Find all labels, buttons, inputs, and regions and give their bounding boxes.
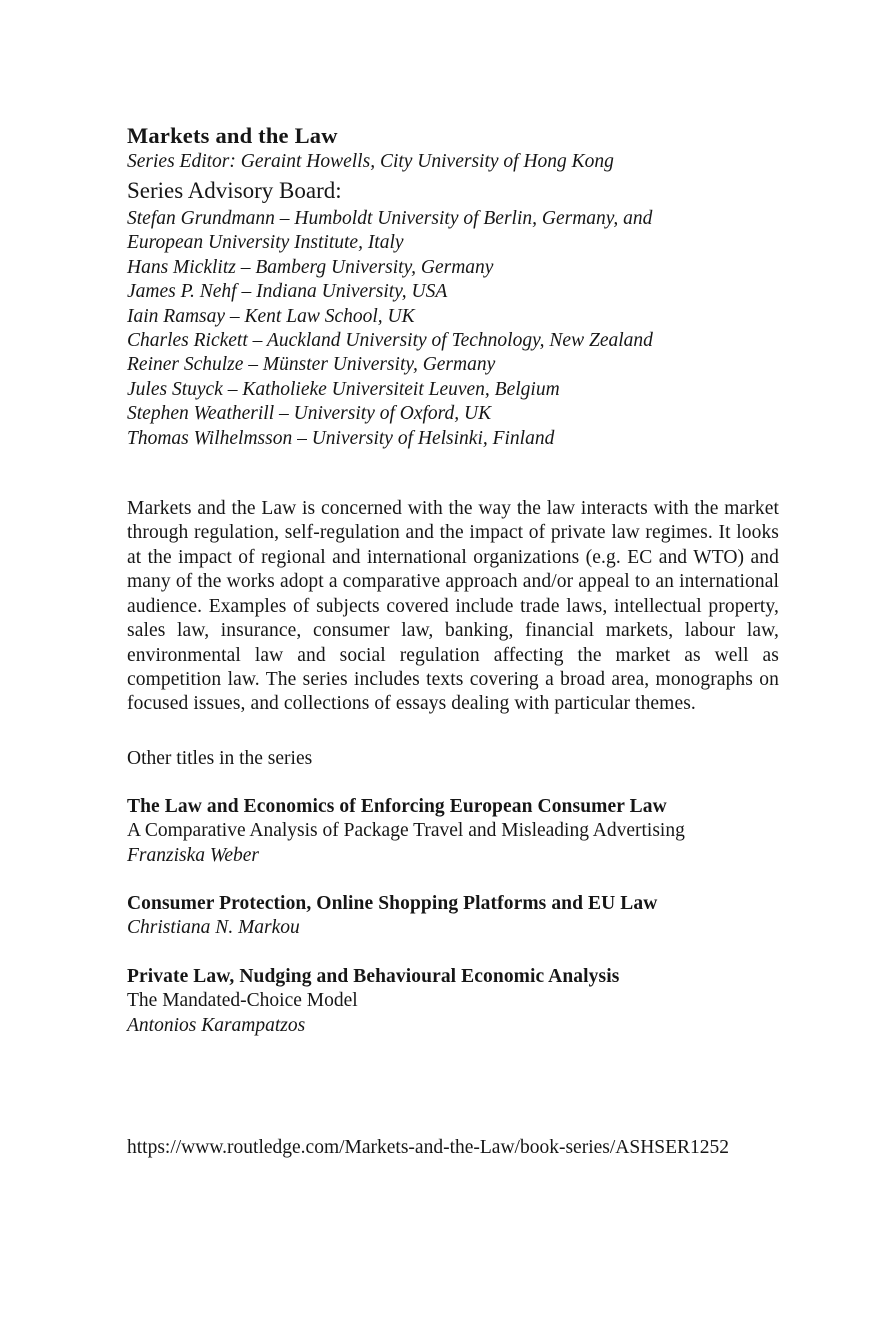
advisory-board-heading: Series Advisory Board:	[127, 178, 342, 203]
advisory-member-line: Thomas Wilhelmsson – University of Helsinki, Finland	[127, 427, 555, 449]
advisory-member-line: Stefan Grundmann – Humboldt University of Berlin, Germany, and	[127, 208, 653, 229]
series-url-link[interactable]: https://www.routledge.com/Markets-and-the-Law/book-series/ASHSER1252	[127, 1136, 730, 1158]
advisory-member-line: Hans Micklitz – Bamberg University, Germany	[127, 256, 494, 278]
advisory-member-line: Iain Ramsay – Kent Law School, UK	[127, 305, 415, 327]
book-subtitle: A Comparative Analysis of Package Travel and Misleading Advertising	[127, 820, 685, 842]
book-entry	[127, 795, 779, 868]
series-header	[127, 122, 779, 174]
advisory-member-line: European University Institute, Italy	[127, 232, 404, 254]
advisory-member-line: James P. Nehf – Indiana University, USA	[127, 281, 448, 303]
book-entry	[127, 892, 779, 941]
series-title: Markets and the Law	[127, 123, 338, 148]
book-subtitle: The Mandated-Choice Model	[127, 990, 358, 1012]
series-editor-line: Series Editor: Geraint Howells, City University of Hong Kong	[127, 151, 614, 172]
advisory-member-line: Reiner Schulze – Münster University, Germany	[127, 354, 496, 376]
advisory-board-list	[127, 207, 779, 451]
book-title: Private Law, Nudging and Behavioural Economic Analysis	[127, 965, 620, 987]
advisory-member-line: Stephen Weatherill – University of Oxford, UK	[127, 403, 492, 425]
advisory-member-line: Jules Stuyck – Katholieke Universiteit Leuven, Belgium	[127, 378, 560, 400]
advisory-member-line: Charles Rickett – Auckland University of Technology, New Zealand	[127, 330, 653, 352]
text-block	[127, 0, 779, 1160]
book-entry	[127, 965, 779, 1038]
book-author: Franziska Weber	[127, 844, 259, 866]
book-author: Antonios Karampatzos	[127, 1014, 306, 1036]
other-titles-label: Other titles in the series	[127, 747, 313, 769]
series-description: Markets and the Law is concerned with the way the law interacts with the market through regulation, self-regulation and the impact of private law regimes. It looks at the impact of regional and international organizations (e.g. EC and WTO) and many of the works adopt a comparative approach and/or appeal to an international audience. Examples of subjects covered include trade laws, intellectual property, sales law, insurance, consumer law, banking, financial markets, labour law, environmental law and social regulation affecting the market as well as competition law. The series includes texts covering a broad area, monographs on focused issues, and collections of essays dealing with particular themes.	[127, 498, 779, 715]
book-title: The Law and Economics of Enforcing European Consumer Law	[127, 795, 667, 817]
advisory-board-section	[127, 177, 779, 451]
book-title: Consumer Protection, Online Shopping Platforms and EU Law	[127, 892, 658, 914]
book-author: Christiana N. Markou	[127, 917, 300, 939]
